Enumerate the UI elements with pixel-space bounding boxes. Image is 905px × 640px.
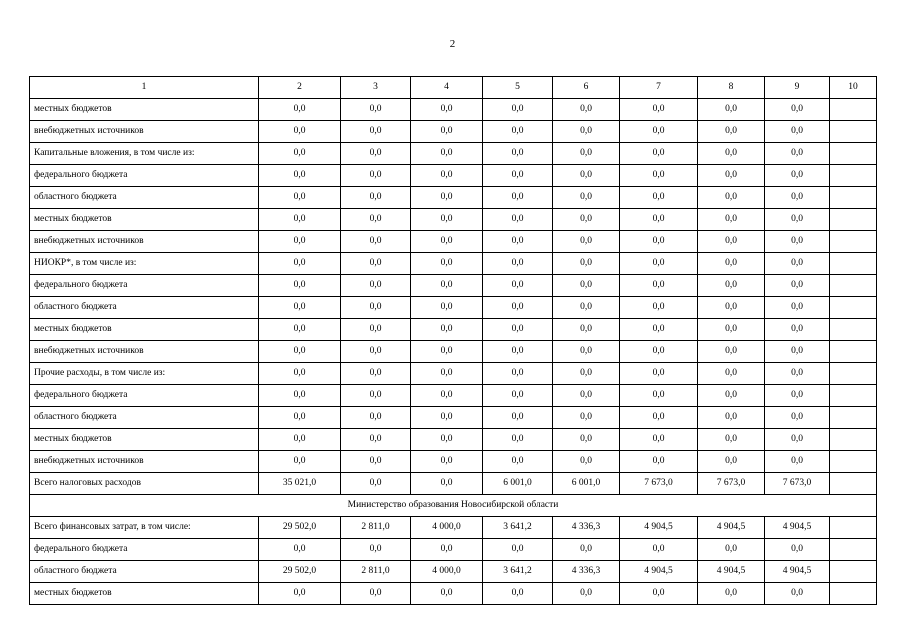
column-header: 1	[30, 77, 259, 99]
row-label: областного бюджета	[30, 187, 259, 209]
value-cell: 0,0	[620, 231, 698, 253]
table-row	[30, 165, 877, 187]
row-label: федерального бюджета	[30, 275, 259, 297]
value-cell: 0,0	[411, 473, 483, 495]
row-label: Всего налоговых расходов	[30, 473, 259, 495]
value-cell: 7 673,0	[620, 473, 698, 495]
table-row	[30, 187, 877, 209]
value-cell: 0,0	[553, 275, 620, 297]
value-cell: 0,0	[341, 583, 411, 605]
value-cell: 0,0	[259, 319, 341, 341]
column-header: 4	[411, 77, 483, 99]
row-label: местных бюджетов	[30, 99, 259, 121]
value-cell: 0,0	[620, 165, 698, 187]
value-cell: 2 811,0	[341, 561, 411, 583]
value-cell: 0,0	[553, 341, 620, 363]
value-cell	[830, 341, 877, 363]
value-cell	[830, 121, 877, 143]
row-label: местных бюджетов	[30, 209, 259, 231]
value-cell	[830, 209, 877, 231]
column-header: 9	[765, 77, 830, 99]
value-cell: 0,0	[765, 319, 830, 341]
value-cell: 0,0	[259, 297, 341, 319]
table-row	[30, 407, 877, 429]
value-cell: 0,0	[698, 297, 765, 319]
value-cell: 0,0	[553, 319, 620, 341]
value-cell: 0,0	[341, 319, 411, 341]
value-cell: 0,0	[698, 165, 765, 187]
value-cell: 7 673,0	[698, 473, 765, 495]
column-header: 7	[620, 77, 698, 99]
value-cell: 0,0	[620, 385, 698, 407]
value-cell: 0,0	[259, 363, 341, 385]
value-cell: 0,0	[553, 539, 620, 561]
value-cell: 0,0	[483, 363, 553, 385]
value-cell	[830, 517, 877, 539]
value-cell: 0,0	[411, 363, 483, 385]
value-cell: 0,0	[698, 407, 765, 429]
value-cell	[830, 385, 877, 407]
value-cell: 0,0	[620, 143, 698, 165]
value-cell: 0,0	[698, 583, 765, 605]
value-cell	[830, 561, 877, 583]
value-cell	[830, 429, 877, 451]
value-cell: 3 641,2	[483, 561, 553, 583]
row-label: внебюджетных источников	[30, 121, 259, 143]
value-cell: 0,0	[483, 583, 553, 605]
value-cell: 0,0	[259, 275, 341, 297]
value-cell: 0,0	[698, 451, 765, 473]
value-cell: 0,0	[341, 231, 411, 253]
value-cell: 0,0	[765, 187, 830, 209]
value-cell: 0,0	[620, 583, 698, 605]
page-number: 2	[449, 38, 456, 50]
value-cell: 0,0	[553, 121, 620, 143]
value-cell: 0,0	[341, 165, 411, 187]
value-cell: 0,0	[620, 319, 698, 341]
value-cell: 0,0	[259, 385, 341, 407]
value-cell: 0,0	[411, 341, 483, 363]
table-row	[30, 561, 877, 583]
value-cell: 4 904,5	[698, 561, 765, 583]
value-cell: 0,0	[765, 209, 830, 231]
value-cell	[830, 275, 877, 297]
row-label: областного бюджета	[30, 297, 259, 319]
value-cell: 0,0	[620, 209, 698, 231]
value-cell: 0,0	[483, 231, 553, 253]
value-cell: 0,0	[411, 209, 483, 231]
value-cell	[830, 231, 877, 253]
value-cell: 0,0	[411, 539, 483, 561]
value-cell: 0,0	[483, 429, 553, 451]
value-cell: 0,0	[553, 143, 620, 165]
value-cell: 0,0	[698, 341, 765, 363]
value-cell: 0,0	[259, 253, 341, 275]
value-cell: 0,0	[341, 143, 411, 165]
row-label: внебюджетных источников	[30, 451, 259, 473]
value-cell: 0,0	[698, 121, 765, 143]
value-cell: 0,0	[483, 385, 553, 407]
row-label: областного бюджета	[30, 407, 259, 429]
value-cell: 0,0	[341, 121, 411, 143]
value-cell: 3 641,2	[483, 517, 553, 539]
value-cell: 0,0	[483, 319, 553, 341]
value-cell: 0,0	[411, 275, 483, 297]
value-cell: 0,0	[765, 539, 830, 561]
value-cell: 0,0	[341, 341, 411, 363]
row-label: Капитальные вложения, в том числе из:	[30, 143, 259, 165]
value-cell: 0,0	[698, 253, 765, 275]
value-cell: 0,0	[553, 363, 620, 385]
table-row	[30, 319, 877, 341]
value-cell: 0,0	[553, 231, 620, 253]
value-cell: 0,0	[620, 275, 698, 297]
value-cell	[830, 363, 877, 385]
table-row	[30, 143, 877, 165]
row-label: НИОКР*, в том числе из:	[30, 253, 259, 275]
value-cell: 0,0	[765, 429, 830, 451]
value-cell: 0,0	[698, 275, 765, 297]
value-cell: 0,0	[411, 143, 483, 165]
row-label: местных бюджетов	[30, 319, 259, 341]
value-cell: 0,0	[620, 187, 698, 209]
value-cell: 0,0	[620, 407, 698, 429]
value-cell: 0,0	[765, 143, 830, 165]
value-cell	[830, 583, 877, 605]
value-cell	[830, 99, 877, 121]
value-cell	[830, 297, 877, 319]
value-cell: 4 904,5	[765, 517, 830, 539]
value-cell: 4 904,5	[620, 561, 698, 583]
row-label: Прочие расходы, в том числе из:	[30, 363, 259, 385]
value-cell: 0,0	[698, 429, 765, 451]
value-cell: 0,0	[620, 429, 698, 451]
value-cell: 4 904,5	[620, 517, 698, 539]
value-cell	[830, 407, 877, 429]
value-cell: 0,0	[341, 363, 411, 385]
table-row	[30, 539, 877, 561]
value-cell: 29 502,0	[259, 561, 341, 583]
value-cell: 0,0	[765, 407, 830, 429]
value-cell: 0,0	[553, 583, 620, 605]
value-cell: 0,0	[765, 363, 830, 385]
value-cell: 0,0	[620, 451, 698, 473]
value-cell: 0,0	[483, 341, 553, 363]
value-cell: 0,0	[341, 209, 411, 231]
value-cell: 0,0	[553, 429, 620, 451]
value-cell: 0,0	[765, 451, 830, 473]
value-cell: 0,0	[341, 385, 411, 407]
value-cell: 0,0	[411, 253, 483, 275]
value-cell: 0,0	[620, 253, 698, 275]
value-cell: 0,0	[553, 209, 620, 231]
section-title: Министерство образования Новосибирской области	[30, 495, 877, 517]
value-cell	[830, 253, 877, 275]
expenditure-table	[29, 76, 877, 605]
table-row	[30, 429, 877, 451]
value-cell: 0,0	[698, 385, 765, 407]
value-cell: 0,0	[765, 99, 830, 121]
value-cell	[830, 165, 877, 187]
value-cell: 0,0	[698, 143, 765, 165]
value-cell: 0,0	[698, 363, 765, 385]
value-cell: 0,0	[259, 165, 341, 187]
table-header-row	[30, 77, 877, 99]
value-cell: 0,0	[483, 99, 553, 121]
section-row	[30, 495, 877, 517]
value-cell: 0,0	[411, 319, 483, 341]
row-label: федерального бюджета	[30, 539, 259, 561]
table-row	[30, 99, 877, 121]
value-cell: 0,0	[259, 429, 341, 451]
value-cell: 0,0	[341, 253, 411, 275]
row-label: федерального бюджета	[30, 385, 259, 407]
value-cell: 7 673,0	[765, 473, 830, 495]
value-cell: 0,0	[553, 385, 620, 407]
value-cell	[830, 539, 877, 561]
value-cell: 0,0	[483, 297, 553, 319]
value-cell: 0,0	[483, 539, 553, 561]
value-cell: 0,0	[765, 275, 830, 297]
value-cell: 0,0	[411, 583, 483, 605]
value-cell: 0,0	[259, 143, 341, 165]
value-cell: 0,0	[483, 451, 553, 473]
row-label: внебюджетных источников	[30, 341, 259, 363]
value-cell: 0,0	[411, 231, 483, 253]
value-cell: 4 904,5	[765, 561, 830, 583]
value-cell: 0,0	[259, 539, 341, 561]
value-cell	[830, 319, 877, 341]
value-cell: 0,0	[698, 209, 765, 231]
value-cell: 0,0	[341, 429, 411, 451]
table-row	[30, 209, 877, 231]
value-cell	[830, 473, 877, 495]
value-cell: 0,0	[553, 407, 620, 429]
value-cell: 0,0	[483, 253, 553, 275]
column-header: 6	[553, 77, 620, 99]
value-cell: 0,0	[765, 121, 830, 143]
column-header: 10	[830, 77, 877, 99]
table-row	[30, 451, 877, 473]
table-row	[30, 253, 877, 275]
value-cell: 0,0	[259, 583, 341, 605]
value-cell: 29 502,0	[259, 517, 341, 539]
table-row	[30, 583, 877, 605]
value-cell: 0,0	[411, 99, 483, 121]
value-cell: 0,0	[259, 341, 341, 363]
value-cell: 0,0	[411, 451, 483, 473]
value-cell: 0,0	[411, 187, 483, 209]
value-cell: 0,0	[620, 539, 698, 561]
value-cell: 0,0	[765, 297, 830, 319]
value-cell: 0,0	[341, 539, 411, 561]
value-cell: 0,0	[341, 473, 411, 495]
value-cell: 0,0	[341, 297, 411, 319]
row-label: федерального бюджета	[30, 165, 259, 187]
table-row	[30, 231, 877, 253]
value-cell: 0,0	[553, 253, 620, 275]
value-cell: 4 904,5	[698, 517, 765, 539]
value-cell: 0,0	[553, 187, 620, 209]
value-cell: 0,0	[765, 253, 830, 275]
row-label: областного бюджета	[30, 561, 259, 583]
value-cell: 0,0	[483, 187, 553, 209]
value-cell: 0,0	[259, 121, 341, 143]
value-cell: 0,0	[765, 165, 830, 187]
value-cell: 0,0	[765, 341, 830, 363]
column-header: 3	[341, 77, 411, 99]
row-label: Всего финансовых затрат, в том числе:	[30, 517, 259, 539]
value-cell: 0,0	[483, 143, 553, 165]
column-header: 5	[483, 77, 553, 99]
value-cell: 0,0	[620, 297, 698, 319]
value-cell: 0,0	[483, 407, 553, 429]
value-cell: 0,0	[483, 275, 553, 297]
value-cell: 0,0	[553, 165, 620, 187]
value-cell: 0,0	[411, 407, 483, 429]
value-cell: 0,0	[553, 451, 620, 473]
value-cell: 6 001,0	[483, 473, 553, 495]
value-cell: 0,0	[698, 99, 765, 121]
value-cell: 0,0	[411, 385, 483, 407]
value-cell: 2 811,0	[341, 517, 411, 539]
value-cell	[830, 451, 877, 473]
row-label: местных бюджетов	[30, 583, 259, 605]
value-cell: 0,0	[341, 99, 411, 121]
value-cell: 0,0	[411, 165, 483, 187]
value-cell: 4 000,0	[411, 517, 483, 539]
value-cell: 4 336,3	[553, 561, 620, 583]
value-cell: 0,0	[483, 121, 553, 143]
value-cell: 0,0	[698, 187, 765, 209]
row-label: внебюджетных источников	[30, 231, 259, 253]
value-cell: 0,0	[620, 99, 698, 121]
value-cell: 0,0	[341, 187, 411, 209]
value-cell: 0,0	[411, 297, 483, 319]
value-cell	[830, 143, 877, 165]
value-cell: 0,0	[259, 99, 341, 121]
value-cell: 0,0	[765, 385, 830, 407]
table-row	[30, 385, 877, 407]
value-cell: 0,0	[620, 341, 698, 363]
value-cell: 0,0	[341, 275, 411, 297]
value-cell: 0,0	[698, 319, 765, 341]
value-cell: 0,0	[259, 451, 341, 473]
value-cell: 0,0	[698, 231, 765, 253]
value-cell: 0,0	[483, 165, 553, 187]
value-cell: 0,0	[483, 209, 553, 231]
value-cell: 0,0	[620, 121, 698, 143]
column-header: 8	[698, 77, 765, 99]
table-row	[30, 341, 877, 363]
column-header: 2	[259, 77, 341, 99]
value-cell: 0,0	[553, 297, 620, 319]
value-cell: 0,0	[259, 407, 341, 429]
row-label: местных бюджетов	[30, 429, 259, 451]
value-cell: 4 336,3	[553, 517, 620, 539]
value-cell: 0,0	[765, 231, 830, 253]
value-cell: 0,0	[411, 121, 483, 143]
value-cell: 0,0	[259, 231, 341, 253]
value-cell: 0,0	[553, 99, 620, 121]
value-cell: 0,0	[341, 451, 411, 473]
value-cell: 6 001,0	[553, 473, 620, 495]
value-cell: 0,0	[765, 583, 830, 605]
table-row	[30, 275, 877, 297]
table-row	[30, 363, 877, 385]
value-cell: 0,0	[341, 407, 411, 429]
table-row	[30, 517, 877, 539]
table-row	[30, 297, 877, 319]
value-cell: 0,0	[698, 539, 765, 561]
value-cell: 0,0	[411, 429, 483, 451]
value-cell: 0,0	[259, 209, 341, 231]
value-cell: 35 021,0	[259, 473, 341, 495]
value-cell: 0,0	[259, 187, 341, 209]
table-row	[30, 473, 877, 495]
value-cell: 4 000,0	[411, 561, 483, 583]
value-cell	[830, 187, 877, 209]
value-cell: 0,0	[620, 363, 698, 385]
table-row	[30, 121, 877, 143]
table-body	[30, 99, 877, 605]
